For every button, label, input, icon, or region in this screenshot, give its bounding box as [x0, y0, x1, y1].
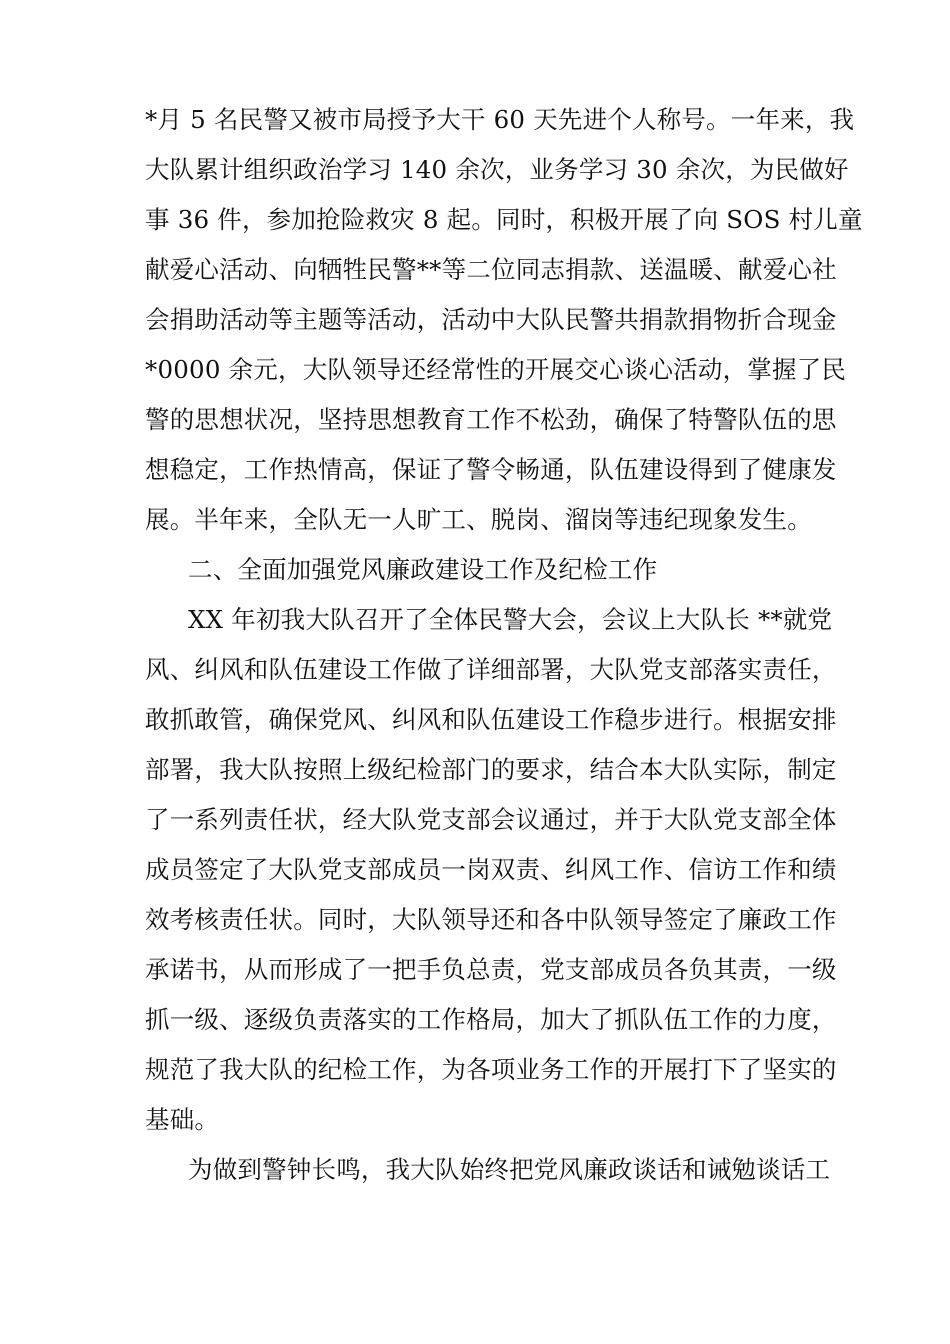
- text-line: 部署，我大队按照上级纪检部门的要求，结合本大队实际，制定: [145, 755, 837, 784]
- text-line: 规范了我大队的纪检工作，为各项业务工作的开展打下了坚实的: [145, 1055, 837, 1084]
- text-line: 承诺书，从而形成了一把手负总责，党支部成员各负其责，一级: [145, 955, 837, 984]
- text-line: 会捐助活动等主题等活动，活动中大队民警共捐款捐物折合现金: [145, 305, 837, 334]
- text-line: 风、纠风和队伍建设工作做了详细部署，大队党支部落实责任，: [145, 655, 837, 684]
- text-line: 成员签定了大队党支部成员一岗双责、纠风工作、信访工作和绩: [145, 855, 837, 884]
- text-line: 了一系列责任状，经大队党支部会议通过，并于大队党支部全体: [145, 805, 837, 834]
- text-line: 为做到警钟长鸣，我大队始终把党风廉政谈话和诫勉谈话工: [188, 1155, 831, 1184]
- text-line: XX 年初我大队召开了全体民警大会，会议上大队长 **就党: [188, 605, 833, 634]
- text-line: 大队累计组织政治学习 140 余次，业务学习 30 余次，为民做好: [145, 155, 849, 184]
- text-line: 事 36 件，参加抢险救灾 8 起。同时，积极开展了向 SOS 村儿童: [145, 205, 863, 234]
- text-line: 献爱心活动、向牺牲民警**等二位同志捐款、送温暖、献爱心社: [145, 255, 837, 284]
- text-line: 警的思想状况，坚持思想教育工作不松劲，确保了特警队伍的思: [145, 405, 837, 434]
- section-heading: 二、全面加强党风廉政建设工作及纪检工作: [188, 555, 658, 584]
- text-line: 抓一级、逐级负责落实的工作格局，加大了抓队伍工作的力度，: [145, 1005, 837, 1034]
- text-line: *月 5 名民警又被市局授予大干 60 天先进个人称号。一年来，我: [145, 105, 855, 134]
- text-line: *0000 余元，大队领导还经常性的开展交心谈心活动，掌握了民: [145, 355, 847, 384]
- text-line: 展。半年来，全队无一人旷工、脱岗、溜岗等违纪现象发生。: [145, 505, 812, 534]
- text-line: 想稳定，工作热情高，保证了警令畅通，队伍建设得到了健康发: [145, 455, 837, 484]
- text-line: 敢抓敢管，确保党风、纠风和队伍建设工作稳步进行。根据安排: [145, 705, 837, 734]
- text-line: 基础。: [145, 1105, 220, 1134]
- text-line: 效考核责任状。同时，大队领导还和各中队领导签定了廉政工作: [145, 905, 837, 934]
